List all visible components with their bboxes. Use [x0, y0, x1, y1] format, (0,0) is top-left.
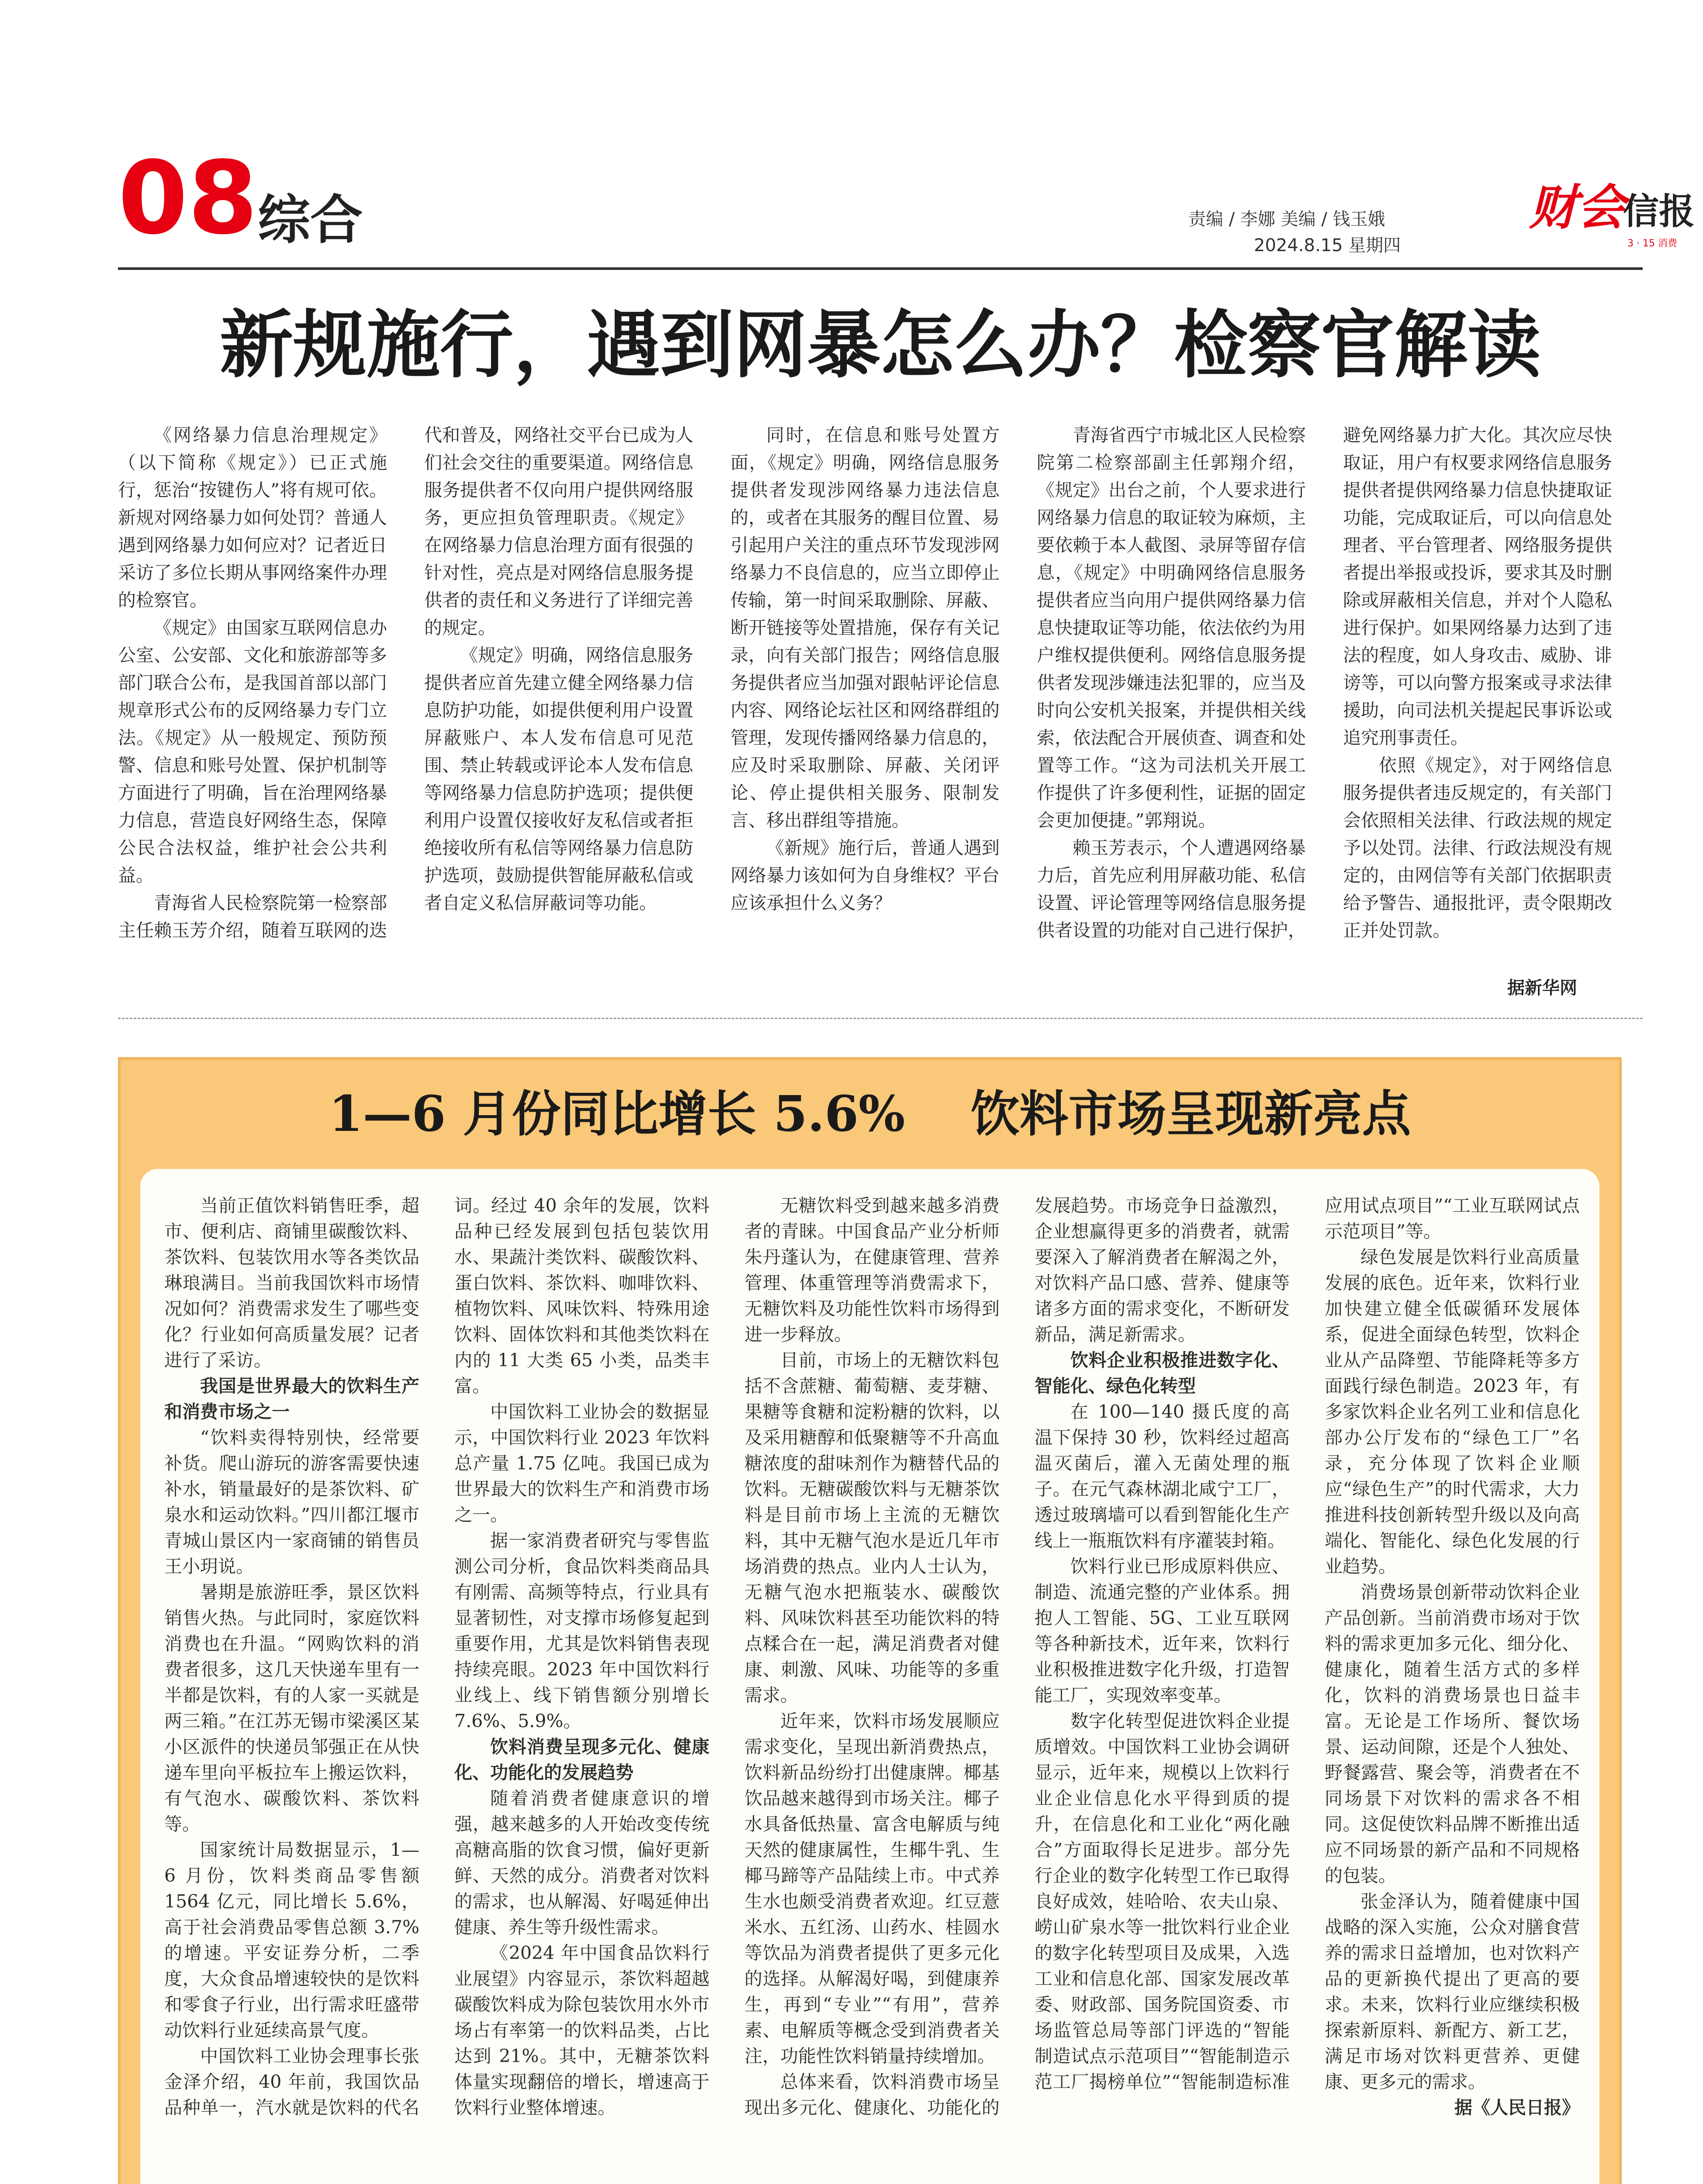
article-2-box	[118, 1057, 1622, 2184]
article-1-headline: 新规施行，遇到网暴怎么办？检察官解读	[220, 302, 1541, 388]
paragraph: 《网络暴力信息治理规定》（以下简称《规定》）已正式施行，惩治“按键伤人”将有规可依。新规对网络暴力如何处罚？普通人遇到网络暴力如何应对？记者近日采访了多位长期从事网络案件办理的检察官。	[118, 425, 387, 611]
issue-date: 2024.8.15 星期四	[1254, 235, 1401, 256]
article-2-source: 据《人民日报》	[1454, 2097, 1580, 2118]
paragraph: 《新规》施行后，普通人遇到网络暴力该如何为自身维权？平台应该承担什么义务？	[730, 837, 1000, 913]
logo-word: 信报	[1623, 191, 1695, 232]
newspaper-logo	[1529, 179, 1695, 249]
paragraph: 饮料行业已形成原料供应、制造、流通完整的产业体系。拥抱人工智能、5G、工业互联网等各种新技术，近年来，饮料行业积极推进数字化升级，打造智能工厂，实现效率变革。	[1035, 1556, 1290, 1706]
paragraph: 《规定》由国家互联网信息办公室、公安部、文化和旅游部等多部门联合公布，是我国首部以部门规章形式公布的反网络暴力专门立法。《规定》从一般规定、预防预警、信息和账号处置、保护机制等方面进行了明确，旨在治理网络暴力信息，营造良好网络生态，保障公民合法权益，维护社会公共利益。	[118, 617, 387, 886]
article-2-body	[164, 1193, 1580, 2184]
paragraph: 依照《规定》，对于网络信息服务提供者违反规定的，有关部门会依照相关法律、行政法规的规定予以处罚。法律、行政法规没有规定的，由网信等有关部门依据职责给予警告、通报批评，责令限期改正并处罚款。	[1343, 755, 1612, 941]
paragraph: 绿色发展是饮料行业高质量发展的底色。近年来，饮料行业加快建立健全低碳循环发展体系，促进全面绿色转型，饮料企业从产品降塑、节能降耗等多方面践行绿色制造。2023 年，有多家饮料企业名列工业和信息化部办公厅发布的“绿色工厂”名录，充分体现了饮料企业顺应“绿色生产”的时代需求，大力推进科技创新转型升级以及向高端化、智能化、绿色化发展的行业趋势。	[1325, 1247, 1580, 1577]
logo-mark: 财会	[1529, 180, 1625, 235]
paragraph: 赖玉芳表示，个人遭遇网络暴力后，首先应利用屏蔽功能、私信设置、评论管理等网络信息服务提供者设置的功能对自己进行保护，避免网络暴力扩大化。其次应尽快取证，用户有权要求网络信息服务提供者提供网络暴力信息快捷取证功能，完成取证后，可以向信息处理者、平台管理者、网络服务提供者提出举报或投诉，要求其及时删除或屏蔽相关信息，并对个人隐私进行保护。如果网络暴力达到了违法的程度，如人身攻击、威胁、诽谤等，可以向警方报案或寻求法律援助，向司法机关提起民事诉讼或追究刑事责任。	[1037, 425, 1612, 941]
subheading: 饮料企业积极推进数字化、智能化、绿色化转型	[1035, 1350, 1290, 1396]
paragraph: 总体来看，饮料消费市场呈现出多元化、健康化、功能化的发展趋势。市场竞争日益激烈，企业想赢得更多的消费者，就需要深入了解消费者在解渴之外，对饮料产品口感、营养、健康等诸多方面的需求变化，不断研发新品，满足新需求。	[744, 1195, 1290, 2118]
paragraph: 同时，在信息和账号处置方面，《规定》明确，网络信息服务提供者发现涉网络暴力违法信息的，或者在其服务的醒目位置、易引起用户关注的重点环节发现涉网络暴力不良信息的，应当立即停止传输，第一时间采取删除、屏蔽、断开链接等处置措施，保存有关记录，向有关部门报告；网络信息服务提供者应当加强对跟帖评论信息内容、网络论坛社区和网络群组的管理，发现传播网络暴力信息的，应及时采取删除、屏蔽、关闭评论、停止提供相关服务、限制发言、移出群组等措施。	[730, 425, 1000, 831]
paragraph: 无糖饮料受到越来越多消费者的青睐。中国食品产业分析师朱丹蓬认为，在健康管理、营养管理、体重管理等消费需求下，无糖饮料及功能性饮料市场得到进一步释放。	[744, 1195, 1000, 1345]
paragraph: 数字化转型促进饮料企业提质增效。中国饮料工业协会调研显示，近年来，规模以上饮料行业企业信息化水平得到质的提升，在信息化和工业化“两化融合”方面取得长足进步。部分先行企业的数字化转型工作已取得良好成效，娃哈哈、农夫山泉、崂山矿泉水等一批饮料行业企业的数字化转型项目及成果，入选工业和信息化部、国家发展改革委、财政部、国务院国资委、市场监管总局等部门评选的“智能制造试点示范项目”“智能制造示范工厂揭榜单位”“智能制造标准应用试点项目”“工业互联网试点示范项目”等。	[1035, 1195, 1580, 2092]
paragraph: 中国饮料工业协会的数据显示，中国饮料行业 2023 年饮料总产量 1.75 亿吨。我国已成为世界最大的饮料生产和消费市场之一。	[454, 1401, 710, 1525]
paragraph: 暑期是旅游旺季，景区饮料销售火热。与此同时，家庭饮料消费也在升温。“网购饮料的消费者很多，这几天快递车里有一半都是饮料，有的人家一买就是两三箱。”在江苏无锡市梁溪区某小区派件的快递员邹强正在从快递车里向平板拉车上搬运饮料，有气泡水、碳酸饮料、茶饮料等。	[164, 1582, 419, 1835]
article-1-source: 据新华网	[1507, 978, 1577, 998]
article-1-body	[118, 422, 1612, 1011]
paragraph: 青海省人民检察院第一检察部主任赖玉芳介绍，随着互联网的迭代和普及，网络社交平台已成为人们社会交往的重要渠道。网络信息服务提供者不仅向用户提供网络服务，更应担负管理职责。《规定》在网络暴力信息治理方面有很强的针对性，亮点是对网络信息服务提供者的责任和义务进行了详细完善的规定。	[118, 425, 693, 941]
paragraph: 消费场景创新带动饮料企业产品创新。当前消费市场对于饮料的需求更加多元化、细分化、健康化，随着生活方式的多样化，饮料的消费场景也日益丰富。无论是工作场所、餐饮场景、运动间隙，还是个人独处、野餐露营、聚会等，消费者在不同场景下对饮料的需求各不相同。这促使饮料品牌不断推出适应不同场景的新产品和不同规格的包装。	[1325, 1582, 1580, 1886]
paragraph: 张金泽认为，随着健康中国战略的深入实施，公众对膳食营养的需求日益增加，也对饮料产品的更新换代提出了更高的要求。未来，饮料行业应继续积极探索新原料、新配方、新工艺，满足市场对饮料更营养、更健康、更多元的需求。	[1325, 1891, 1580, 2092]
paragraph: 国家统计局数据显示，1—6 月份，饮料类商品零售额 1564 亿元，同比增长 5.6%，高于社会消费品零售总额 3.7% 的增速。平安证券分析，二季度，大众食品增速较快的是饮料和零食子行业，出行需求旺盛带动饮料行业延续高景气度。	[164, 1839, 419, 2041]
paragraph: 目前，市场上的无糖饮料包括不含蔗糖、葡萄糖、麦芽糖、果糖等食糖和淀粉糖的饮料，以及采用糖醇和低聚糖等不升高血糖浓度的甜味剂作为糖替代品的饮料。无糖碳酸饮料与无糖茶饮料是目前市场上主流的无糖饮料，其中无糖气泡水是近几年市场消费的热点。业内人士认为，无糖气泡水把瓶装水、碳酸饮料、风味饮料甚至功能饮料的特点糅合在一起，满足消费者对健康、刺激、风味、功能等的多重需求。	[744, 1350, 1000, 1706]
paragraph: 《2024 年中国食品饮料行业展望》内容显示，茶饮料超越碳酸饮料成为除包装饮用水外市场占有率第一的饮料品类，占比达到 21%。其中，无糖茶饮料体量实现翻倍的增长，增速高于饮料行业整体增速。	[454, 1942, 710, 2118]
editor-credits: 责编 / 李娜 美编 / 钱玉娥	[1188, 209, 1385, 229]
section-name: 综合	[258, 190, 363, 251]
masthead-rule	[118, 267, 1643, 270]
article-divider	[118, 1018, 1643, 1019]
article-2-panel	[140, 1169, 1599, 2184]
paragraph: 青海省西宁市城北区人民检察院第二检察部副主任郭翔介绍，《规定》出台之前，个人要求进行网络暴力信息的取证较为麻烦，主要依赖于本人截图、录屏等留存信息，《规定》中明确网络信息服务提供者应当向用户提供网络暴力信息快捷取证等功能，依法依约为用户维权提供便利。网络信息服务提供者发现涉嫌违法犯罪的，应当及时向公安机关报案，并提供相关线索，依法配合开展侦查、调查和处置等工作。“这为司法机关开展工作提供了许多便利性，证据的固定会更加便捷。”郭翔说。	[1037, 425, 1306, 831]
paragraph: 随着消费者健康意识的增强，越来越多的人开始改变传统高糖高脂的饮食习惯，偏好更新鲜、天然的成分。消费者对饮料的需求，也从解渴、好喝延伸出健康、养生等升级性需求。	[454, 1788, 710, 1938]
paragraph: 当前正值饮料销售旺季，超市、便利店、商铺里碳酸饮料、茶饮料、包装饮用水等各类饮品琳琅满目。当前我国饮料市场情况如何？消费需求发生了哪些变化？行业如何高质量发展？记者进行了采访。	[164, 1195, 419, 1371]
headline-stat: 1—6 月份同比增长 5.6%	[329, 1085, 905, 1143]
subheading: 饮料消费呈现多元化、健康化、功能化的发展趋势	[454, 1736, 710, 1783]
logo-subtitle: 3 · 15 消费	[1627, 238, 1677, 249]
paragraph: “饮料卖得特别快，经常要补货。爬山游玩的游客需要快速补水，销量最好的是茶饮料、矿泉水和运动饮料。”四川都江堰市青城山景区内一家商铺的销售员王小玥说。	[164, 1427, 419, 1577]
paragraph: 近年来，饮料市场发展顺应需求变化，呈现出新消费热点，饮料新品纷纷打出健康牌。椰基饮品越来越得到市场关注。椰子水具备低热量、富含电解质与纯天然的健康属性，生椰牛乳、生椰马蹄等产品陆续上市。中式养生水也颇受消费者欢迎。红豆薏米水、五红汤、山药水、桂圆水等饮品为消费者提供了更多元化的选择。从解渴好喝，到健康养生，再到“专业”“有用”，营养素、电解质等概念受到消费者关注，功能性饮料销量持续增加。	[744, 1711, 1000, 2067]
masthead	[118, 140, 1695, 271]
page-number: 08	[118, 140, 258, 257]
paragraph: 《规定》明确，网络信息服务提供者应首先建立健全网络暴力信息防护功能，如提供便利用户设置屏蔽账户、本人发布信息可见范围、禁止转载或评论本人发布信息等网络暴力信息防护选项；提供便利用户设置仅接收好友私信或者拒绝接收所有私信等网络暴力信息防护选项，鼓励提供智能屏蔽私信或者自定义私信屏蔽词等功能。	[424, 645, 693, 913]
subheading: 我国是世界最大的饮料生产和消费市场之一	[164, 1375, 419, 1422]
paragraph: 中国饮料工业协会理事长张金泽介绍，40 年前，我国饮品品种单一，汽水就是饮料的代名词。经过 40 余年的发展，饮料品种已经发展到包括包装饮用水、果蔬汁类饮料、碳酸饮料、蛋白饮料、茶饮料、咖啡饮料、植物饮料、风味饮料、特殊用途饮料、固体饮料和其他类饮料在内的 11 大类 65 小类，品类丰富。	[164, 1195, 710, 2118]
paragraph: 在 100—140 摄氏度的高温下保持 30 秒，饮料经过超高温灭菌后，灌入无菌处理的瓶子。在元气森林湖北咸宁工厂，透过玻璃墙可以看到智能化生产线上一瓶瓶饮料有序灌装封箱。	[1035, 1401, 1290, 1551]
headline-title: 饮料市场呈现新亮点	[970, 1085, 1411, 1143]
article-2-headline	[121, 1084, 1619, 1145]
paragraph: 据一家消费者研究与零售监测公司分析，食品饮料类商品具有刚需、高频等特点，行业具有显著韧性，对支撑市场修复起到重要作用，尤其是饮料销售表现持续亮眼。2023 年中国饮料行业线上、线下销售额分别增长 7.6%、5.9%。	[454, 1530, 710, 1731]
